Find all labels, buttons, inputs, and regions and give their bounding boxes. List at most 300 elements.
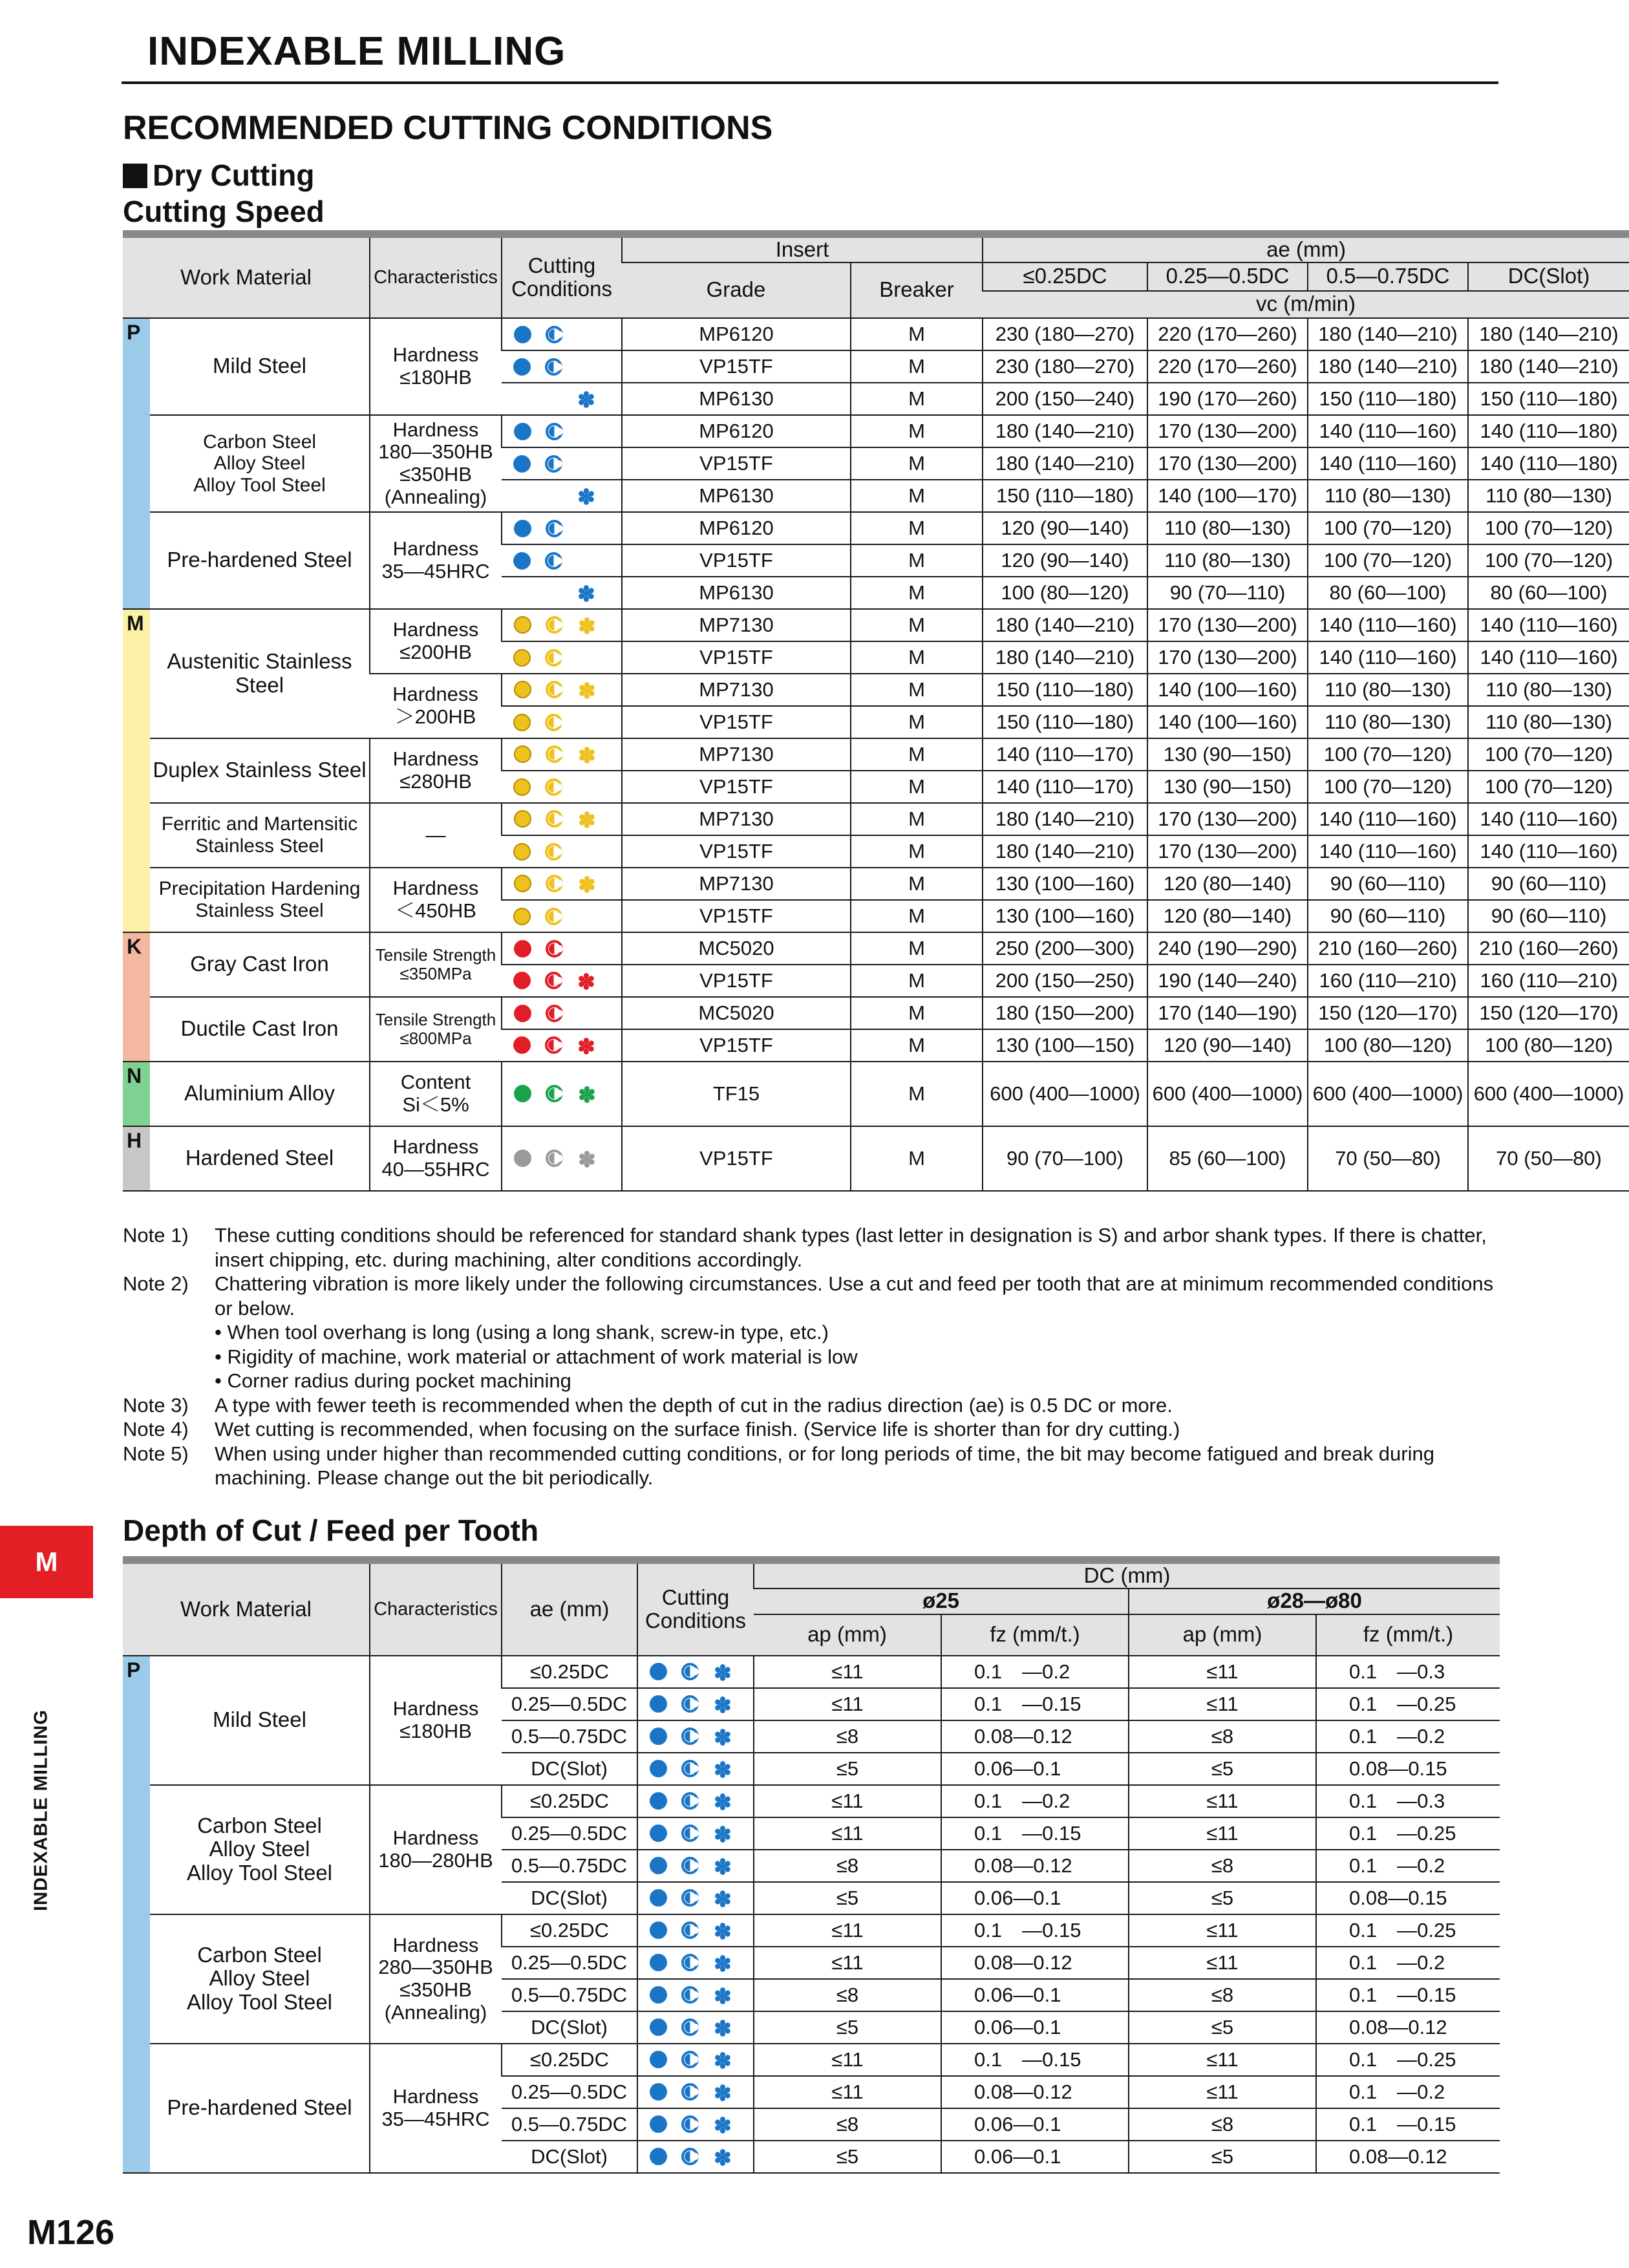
fz-value: 0.1 —0.15	[1316, 1979, 1500, 2011]
section-title: RECOMMENDED CUTTING CONDITIONS	[123, 109, 773, 147]
header-d25: ø25	[754, 1589, 1129, 1614]
header-ae: ae (mm)	[983, 234, 1629, 262]
grade: VP15TF	[622, 835, 851, 868]
note-bullet: • When tool overhang is long (using a long shank, screw-in type, etc.)	[215, 1321, 829, 1343]
breaker: M	[851, 447, 983, 480]
cutting-condition-icons	[502, 771, 622, 803]
circle-icon	[650, 1986, 667, 2004]
cutting-condition-icons	[502, 609, 622, 641]
circle-icon	[514, 1085, 531, 1102]
vc-value: 130 (100—160)	[983, 900, 1147, 932]
fz-value: 0.1 —0.25	[1316, 1817, 1500, 1850]
vc-value: 180 (140—210)	[983, 835, 1147, 868]
fan-icon: ✽	[578, 678, 596, 703]
header-ae-col: ≤0.25DC	[983, 262, 1147, 291]
header-fz: fz (mm/t.)	[1316, 1614, 1500, 1656]
characteristics: Hardness ≤180HB	[370, 1656, 502, 1785]
vc-value: 220 (170—260)	[1147, 318, 1308, 350]
circle-icon	[514, 681, 531, 698]
subsection-title	[123, 158, 314, 193]
breaker: M	[851, 965, 983, 997]
grade: MP6130	[622, 383, 851, 415]
circle-icon	[650, 1663, 667, 1680]
vc-value: 90 (60—110)	[1308, 900, 1468, 932]
half-circle-icon	[546, 326, 563, 343]
half-circle-icon	[681, 2148, 699, 2165]
work-material: Ferritic and Martensitic Stainless Steel	[150, 803, 370, 868]
vc-value: 120 (90—140)	[1147, 1029, 1308, 1062]
header-characteristics: Characteristics	[370, 1560, 502, 1656]
cutting-condition-icons	[637, 1817, 754, 1850]
header-work-material: Work Material	[123, 234, 370, 318]
ap-value: ≤11	[1129, 1785, 1316, 1817]
vc-value: 140 (110—180)	[1468, 415, 1629, 447]
half-circle-icon	[546, 1005, 563, 1022]
circle-icon	[514, 940, 531, 957]
circle-icon	[650, 1760, 667, 1777]
breaker: M	[851, 900, 983, 932]
vc-value: 110 (80—130)	[1308, 706, 1468, 738]
characteristics: Hardness ＞200HB	[370, 674, 502, 738]
half-circle-icon	[681, 1921, 699, 1939]
work-material: Mild Steel	[150, 1656, 370, 1785]
fz-value: 0.08—0.15	[1316, 1882, 1500, 1914]
vc-value: 90 (70—100)	[983, 1126, 1147, 1191]
vc-value: 180 (150—200)	[983, 997, 1147, 1029]
fz-value: 0.1 —0.2	[941, 1785, 1129, 1817]
fz-value: 0.08—0.12	[941, 1720, 1129, 1753]
band-P-label: P	[123, 318, 150, 609]
vc-value: 600 (400—1000)	[983, 1062, 1147, 1126]
work-material: Austenitic Stainless Steel	[150, 609, 370, 738]
vc-value: 100 (70—120)	[1308, 512, 1468, 544]
note-text: Wet cutting is recommended, when focusing on the surface finish. (Service life is shorter than for dry cutting.)	[215, 1418, 1180, 1440]
vc-value: 120 (80—140)	[1147, 868, 1308, 900]
vc-value: 120 (90—140)	[983, 512, 1147, 544]
note-text: Chattering vibration is more likely under the following circumstances. Use a cut and feed per tooth that are at minimum recommended conditions or below.	[215, 1272, 1494, 1320]
fan-icon: ✽	[578, 614, 596, 638]
breaker: M	[851, 609, 983, 641]
fan-icon: ✽	[714, 2048, 732, 2073]
cutting-condition-icons	[637, 1914, 754, 1947]
ap-value: ≤8	[754, 1850, 941, 1882]
breaker: M	[851, 868, 983, 900]
fan-icon: ✽	[714, 1757, 732, 1782]
band-N-label: N	[123, 1062, 150, 1126]
grade: VP15TF	[622, 350, 851, 383]
fan-icon: ✽	[578, 808, 596, 832]
ae-value: DC(Slot)	[502, 1753, 637, 1785]
vc-value: 140 (100—170)	[1147, 480, 1308, 512]
circle-icon	[513, 1036, 531, 1054]
vc-value: 220 (170—260)	[1147, 350, 1308, 383]
grade: MP6130	[622, 480, 851, 512]
fan-icon: ✽	[714, 1919, 732, 1943]
cutting-condition-icons	[502, 1029, 622, 1062]
vc-value: 90 (60—110)	[1468, 900, 1629, 932]
vc-value: 100 (70—120)	[1468, 738, 1629, 771]
cutting-condition-icons	[637, 1753, 754, 1785]
circle-icon	[513, 908, 531, 925]
cutting-condition-icons	[637, 2011, 754, 2044]
circle-icon	[514, 1005, 531, 1022]
half-circle-icon	[546, 423, 563, 440]
vc-value: 130 (100—160)	[983, 868, 1147, 900]
breaker: M	[851, 415, 983, 447]
vc-value: 600 (400—1000)	[1308, 1062, 1468, 1126]
cutting-condition-icons	[502, 835, 622, 868]
characteristics: Hardness 180—280HB	[370, 1785, 502, 1914]
fan-icon: ✽	[714, 1822, 732, 1846]
circle-icon	[650, 2083, 667, 2101]
speed-row	[123, 997, 1629, 1029]
fz-value: 0.08—0.12	[941, 2076, 1129, 2108]
fan-icon: ✽	[714, 1725, 732, 1749]
vc-value: 110 (80—130)	[1468, 674, 1629, 706]
vc-value: 70 (50—80)	[1308, 1126, 1468, 1191]
vc-value: 100 (80—120)	[983, 577, 1147, 609]
note-text: These cutting conditions should be referenced for standard shank types (last letter in designation is S) and arbor shank types. If there is chatter, insert chipping, etc. during machining, alter conditions accordingly.	[215, 1224, 1487, 1271]
circle-icon	[650, 1695, 667, 1713]
vc-value: 140 (100—160)	[1147, 706, 1308, 738]
vc-value: 140 (110—160)	[1308, 641, 1468, 674]
header-characteristics: Characteristics	[370, 234, 502, 318]
header-ae-col: 0.5—0.75DC	[1308, 262, 1468, 291]
ap-value: ≤11	[1129, 1688, 1316, 1720]
half-circle-icon	[545, 552, 562, 570]
ae-value: DC(Slot)	[502, 2011, 637, 2044]
note-label: Note 5)	[123, 1442, 189, 1465]
vc-value: 230 (180—270)	[983, 318, 1147, 350]
circle-icon	[513, 843, 531, 861]
vc-value: 170 (130—200)	[1147, 447, 1308, 480]
vc-value: 130 (90—150)	[1147, 738, 1308, 771]
cutting-condition-icons	[502, 544, 622, 577]
speed-row	[123, 1126, 1629, 1191]
speed-row	[123, 803, 1629, 835]
ae-value: 0.5—0.75DC	[502, 1850, 637, 1882]
vc-value: 160 (110—210)	[1468, 965, 1629, 997]
band-H-label: H	[123, 1126, 150, 1191]
cutting-condition-icons	[502, 447, 622, 480]
cutting-condition-icons	[502, 868, 622, 900]
fz-value: 0.06—0.1	[941, 1979, 1129, 2011]
circle-icon	[650, 2051, 667, 2068]
fz-value: 0.1 —0.15	[941, 1914, 1129, 1947]
circle-icon	[650, 2115, 667, 2133]
ap-value: ≤8	[754, 1979, 941, 2011]
grade: MP7130	[622, 868, 851, 900]
fz-value: 0.1 —0.2	[1316, 1850, 1500, 1882]
characteristics: Hardness 180—350HB ≤350HB (Annealing)	[370, 415, 502, 512]
vc-value: 140 (110—160)	[1468, 835, 1629, 868]
vc-value: 150 (120—170)	[1468, 997, 1629, 1029]
vc-value: 150 (120—170)	[1308, 997, 1468, 1029]
vc-value: 170 (130—200)	[1147, 835, 1308, 868]
characteristics: Hardness 280—350HB ≤350HB (Annealing)	[370, 1914, 502, 2044]
fan-icon: ✽	[577, 1034, 595, 1058]
cutting-condition-icons	[502, 641, 622, 674]
ap-value: ≤8	[1129, 1979, 1316, 2011]
vc-value: 140 (110—180)	[1468, 447, 1629, 480]
grade: MP6120	[622, 512, 851, 544]
header-insert: Insert	[622, 234, 983, 262]
half-circle-icon	[681, 1824, 699, 1842]
fan-icon: ✽	[577, 484, 595, 509]
circle-icon	[513, 714, 531, 731]
band-M-label: M	[123, 609, 150, 932]
breaker: M	[851, 932, 983, 965]
cutting-condition-icons	[637, 1720, 754, 1753]
speed-row	[123, 738, 1629, 771]
vc-value: 140 (110—170)	[983, 738, 1147, 771]
fz-value: 0.06—0.1	[941, 2011, 1129, 2044]
half-circle-icon	[545, 649, 562, 667]
work-material: Carbon Steel Alloy Steel Alloy Tool Steel	[150, 1785, 370, 1914]
fz-value: 0.08—0.15	[1316, 1753, 1500, 1785]
circle-icon	[514, 1150, 531, 1167]
note-label: Note 1)	[123, 1224, 189, 1246]
fz-value: 0.1 —0.2	[1316, 2076, 1500, 2108]
characteristics: Hardness ≤200HB	[370, 609, 502, 674]
vc-value: 200 (150—250)	[983, 965, 1147, 997]
header-cutting-conditions: Cutting Conditions	[637, 1560, 754, 1656]
vc-value: 150 (110—180)	[1468, 383, 1629, 415]
subsection-label: Dry Cutting	[153, 158, 315, 192]
cutting-condition-icons	[502, 350, 622, 383]
fan-icon: ✽	[577, 581, 595, 606]
fan-icon: ✽	[714, 1951, 732, 1976]
fan-icon: ✽	[714, 1790, 732, 1814]
half-circle-icon	[545, 358, 562, 376]
note-label: Note 2)	[123, 1272, 189, 1295]
breaker: M	[851, 1029, 983, 1062]
vc-value: 160 (110—210)	[1308, 965, 1468, 997]
half-circle-icon	[681, 1792, 699, 1810]
vc-value: 170 (130—200)	[1147, 641, 1308, 674]
ap-value: ≤11	[1129, 1947, 1316, 1979]
notes-block	[123, 1223, 1500, 1490]
ap-value: ≤8	[1129, 1850, 1316, 1882]
ap-value: ≤11	[1129, 2076, 1316, 2108]
grade: MC5020	[622, 932, 851, 965]
ap-value: ≤5	[754, 1753, 941, 1785]
work-material: Gray Cast Iron	[150, 932, 370, 997]
vc-value: 190 (170—260)	[1147, 383, 1308, 415]
breaker: M	[851, 1062, 983, 1126]
depth-feed-table	[123, 1556, 1500, 2174]
vc-value: 140 (110—160)	[1468, 641, 1629, 674]
vc-value: 80 (60—100)	[1308, 577, 1468, 609]
speed-row	[123, 609, 1629, 641]
ae-value: 0.25—0.5DC	[502, 1688, 637, 1720]
note	[123, 1417, 1500, 1442]
half-circle-icon	[546, 1150, 563, 1167]
work-material: Pre-hardened Steel	[150, 512, 370, 609]
half-circle-icon	[681, 2051, 699, 2068]
grade: TF15	[622, 1062, 851, 1126]
half-circle-icon	[546, 681, 563, 698]
vc-value: 150 (110—180)	[983, 706, 1147, 738]
vc-value: 100 (70—120)	[1308, 771, 1468, 803]
breaker: M	[851, 835, 983, 868]
header-ap: ap (mm)	[1129, 1614, 1316, 1656]
circle-icon	[513, 778, 531, 796]
ap-value: ≤5	[754, 1882, 941, 1914]
cutting-condition-icons	[502, 738, 622, 771]
vc-value: 100 (70—120)	[1468, 512, 1629, 544]
cutting-condition-icons	[637, 2044, 754, 2076]
cutting-condition-icons	[502, 674, 622, 706]
ap-value: ≤11	[1129, 1817, 1316, 1850]
cutting-condition-icons	[502, 577, 622, 609]
vc-value: 110 (80—130)	[1468, 480, 1629, 512]
fan-icon: ✽	[714, 1887, 732, 1911]
breaker: M	[851, 544, 983, 577]
vc-value: 140 (110—160)	[1308, 835, 1468, 868]
work-material: Carbon Steel Alloy Steel Alloy Tool Steel	[150, 1914, 370, 2044]
breaker: M	[851, 706, 983, 738]
half-circle-icon	[546, 940, 563, 957]
fz-value: 0.1 —0.25	[1316, 2044, 1500, 2076]
characteristics: Hardness ≤280HB	[370, 738, 502, 803]
ap-value: ≤5	[754, 2141, 941, 2173]
fz-value: 0.1 —0.15	[941, 1817, 1129, 1850]
vc-value: 80 (60—100)	[1468, 577, 1629, 609]
vc-value: 180 (140—210)	[983, 803, 1147, 835]
cutting-condition-icons	[502, 1126, 622, 1191]
ae-value: ≤0.25DC	[502, 2044, 637, 2076]
vc-value: 110 (80—130)	[1308, 674, 1468, 706]
vc-value: 180 (140—210)	[983, 609, 1147, 641]
work-material: Pre-hardened Steel	[150, 2044, 370, 2173]
vc-value: 170 (130—200)	[1147, 415, 1308, 447]
table2-title: Depth of Cut / Feed per Tooth	[123, 1514, 539, 1547]
ap-value: ≤8	[1129, 1720, 1316, 1753]
circle-icon	[513, 972, 531, 989]
half-circle-icon	[546, 875, 563, 892]
fz-value: 0.08—0.12	[941, 1947, 1129, 1979]
vc-value: 100 (80—120)	[1468, 1029, 1629, 1062]
header-vc: vc (m/min)	[983, 291, 1629, 318]
vc-value: 100 (80—120)	[1308, 1029, 1468, 1062]
note-bullet: • Corner radius during pocket machining	[215, 1369, 571, 1392]
speed-row	[123, 512, 1629, 544]
speed-row	[123, 1062, 1629, 1126]
fan-icon: ✽	[714, 1854, 732, 1879]
ae-value: 0.5—0.75DC	[502, 1720, 637, 1753]
cutting-condition-icons	[502, 706, 622, 738]
breaker: M	[851, 383, 983, 415]
fan-icon: ✽	[578, 872, 596, 897]
fz-value: 0.1 —0.15	[1316, 2108, 1500, 2141]
grade: MC5020	[622, 997, 851, 1029]
half-circle-icon	[545, 1036, 562, 1054]
characteristics: Tensile Strength ≤350MPa	[370, 932, 502, 997]
cutting-condition-icons	[502, 415, 622, 447]
vc-value: 100 (70—120)	[1468, 771, 1629, 803]
grade: VP15TF	[622, 641, 851, 674]
ae-value: 0.5—0.75DC	[502, 1979, 637, 2011]
note-text: A type with fewer teeth is recommended when the depth of cut in the radius direction (ae) is 0.5 DC or more.	[215, 1393, 1173, 1417]
note	[123, 1272, 1500, 1320]
fz-value: 0.06—0.1	[941, 2108, 1129, 2141]
fz-value: 0.1 —0.15	[941, 1688, 1129, 1720]
vc-value: 120 (80—140)	[1147, 900, 1308, 932]
header-breaker: Breaker	[851, 262, 983, 318]
ae-value: 0.5—0.75DC	[502, 2108, 637, 2141]
circle-icon	[650, 1857, 667, 1874]
fan-icon: ✽	[578, 1082, 596, 1107]
fan-icon: ✽	[577, 969, 595, 994]
grade: MP6120	[622, 415, 851, 447]
breaker: M	[851, 997, 983, 1029]
band-P-label: P	[123, 1656, 150, 2173]
cutting-condition-icons	[502, 997, 622, 1029]
fz-value: 0.1 —0.3	[1316, 1656, 1500, 1688]
header-dc: DC (mm)	[754, 1560, 1500, 1589]
work-material: Hardened Steel	[150, 1126, 370, 1191]
half-circle-icon	[681, 1663, 699, 1680]
circle-icon	[650, 2018, 667, 2036]
note-label: Note 3)	[123, 1393, 189, 1417]
circle-icon	[513, 455, 531, 473]
fz-value: 0.06—0.1	[941, 1882, 1129, 1914]
vc-value: 140 (110—160)	[1468, 609, 1629, 641]
cutting-condition-icons	[637, 1850, 754, 1882]
circle-icon	[514, 810, 531, 828]
circle-icon	[650, 1921, 667, 1939]
header-ap: ap (mm)	[754, 1614, 941, 1656]
vc-value: 180 (140—210)	[1308, 350, 1468, 383]
header-grade: Grade	[622, 262, 851, 318]
note-text: When using under higher than recommended cutting conditions, or for long periods of time, the bit may become fatigued and break during machining. Please change out the bit periodically.	[215, 1442, 1434, 1489]
ap-value: ≤11	[754, 1947, 941, 1979]
breaker: M	[851, 641, 983, 674]
half-circle-icon	[681, 1986, 699, 2004]
circle-icon	[513, 649, 531, 667]
ap-value: ≤8	[754, 1720, 941, 1753]
cutting-condition-icons	[502, 512, 622, 544]
vc-value: 120 (90—140)	[983, 544, 1147, 577]
feed-row	[123, 1785, 1500, 1817]
header-work-material: Work Material	[123, 1560, 370, 1656]
square-bullet-icon	[123, 164, 147, 188]
vc-value: 150 (110—180)	[1308, 383, 1468, 415]
breaker: M	[851, 738, 983, 771]
header-cutting-conditions: Cutting Conditions	[502, 234, 622, 318]
circle-icon	[513, 358, 531, 376]
fz-value: 0.08—0.12	[1316, 2011, 1500, 2044]
header-d2880: ø28—ø80	[1129, 1589, 1500, 1614]
circle-icon	[514, 616, 531, 634]
vc-value: 600 (400—1000)	[1147, 1062, 1308, 1126]
circle-icon	[514, 745, 531, 763]
vc-value: 210 (160—260)	[1308, 932, 1468, 965]
cutting-condition-icons	[637, 1947, 754, 1979]
fan-icon: ✽	[714, 1693, 732, 1717]
vc-value: 110 (80—130)	[1147, 512, 1308, 544]
circle-icon	[650, 1954, 667, 1971]
vc-value: 190 (140—240)	[1147, 965, 1308, 997]
cutting-condition-icons	[502, 965, 622, 997]
cutting-condition-icons	[502, 480, 622, 512]
characteristics: Hardness 40—55HRC	[370, 1126, 502, 1191]
speed-row	[123, 868, 1629, 900]
ap-value: ≤11	[1129, 1914, 1316, 1947]
fz-value: 0.1 —0.25	[1316, 1688, 1500, 1720]
characteristics: Tensile Strength ≤800MPa	[370, 997, 502, 1062]
